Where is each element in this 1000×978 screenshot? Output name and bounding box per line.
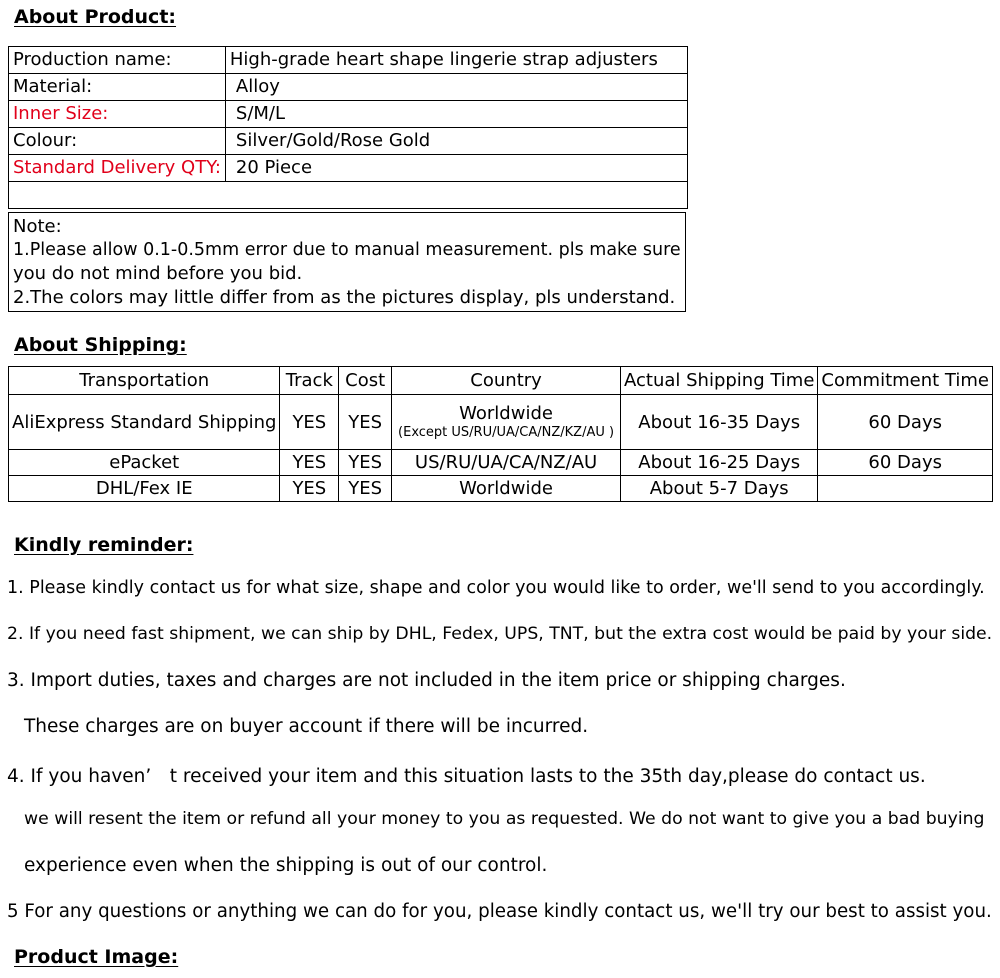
product-image-title: Product Image:	[14, 946, 179, 968]
kindly-reminder-title: Kindly reminder:	[14, 534, 194, 556]
transport-cell: AliExpress Standard Shipping	[9, 395, 280, 450]
row-value: Silver/Gold/Rose Gold	[225, 128, 687, 155]
reminder-line: These charges are on buyer account if there will be incurred.	[24, 716, 589, 737]
reminder-line: 3. Import duties, taxes and charges are not included in the item price or shipping charges.	[7, 670, 846, 691]
table-row	[9, 476, 993, 502]
about-product-title: About Product:	[14, 6, 177, 28]
row-value: S/M/L	[225, 101, 687, 128]
note-line: Note:	[13, 216, 62, 237]
note-line: 2.The colors may little differ from as the pictures display, pls understand.	[13, 286, 676, 308]
table-row	[9, 74, 688, 101]
country-cell: Worldwide	[392, 476, 621, 502]
table-row	[9, 155, 688, 182]
reminder-line: 4. If you haven’ t received your item and this situation lasts to the 35th day,please do contact us.	[7, 766, 926, 787]
cost-cell: YES	[339, 395, 392, 450]
table-row	[9, 128, 688, 155]
country-value: Worldwide	[459, 403, 553, 424]
shipping-table	[8, 366, 993, 502]
reminder-line: we will resent the item or refund all your money to you as requested. We do not want to give you a bad buying	[24, 809, 985, 829]
reminder-line: 2. If you need fast shipment, we can ship by DHL, Fedex, UPS, TNT, but the extra cost would be paid by your side.	[7, 624, 993, 644]
note-line: 1.Please allow 0.1-0.5mm error due to manual measurement. pls make sure	[13, 239, 681, 260]
track-cell: YES	[280, 395, 339, 450]
country-cell: US/RU/UA/CA/NZ/AU	[392, 450, 621, 476]
country-note: (Except US/RU/UA/CA/NZ/KZ/AU )	[398, 425, 615, 440]
time-cell: About 16-25 Days	[621, 450, 818, 476]
commit-cell: 60 Days	[818, 450, 993, 476]
row-value: Alloy	[225, 74, 687, 101]
cost-cell: YES	[339, 450, 392, 476]
row-label: Production name:	[9, 47, 226, 74]
transport-cell: ePacket	[9, 450, 280, 476]
header-cell: Country	[392, 367, 621, 395]
about-shipping-title: About Shipping:	[14, 334, 187, 356]
header-cell: Cost	[339, 367, 392, 395]
commit-cell: 60 Days	[818, 395, 993, 450]
reminder-line: 5 For any questions or anything we can do for you, please kindly contact us, we'll try our best to assist you.	[7, 901, 992, 922]
empty-cell	[9, 182, 688, 209]
reminder-line: experience even when the shipping is out of our control.	[24, 855, 548, 876]
note-box	[8, 212, 686, 312]
row-value: High-grade heart shape lingerie strap adjusters	[225, 47, 687, 74]
table-row	[9, 395, 993, 450]
row-value: 20 Piece	[225, 155, 687, 182]
transport-cell: DHL/Fex IE	[9, 476, 280, 502]
row-label: Material:	[9, 74, 226, 101]
note-line: you do not mind before you bid.	[13, 263, 303, 284]
header-cell: Transportation	[9, 367, 280, 395]
row-label: Colour:	[9, 128, 226, 155]
header-cell: Track	[280, 367, 339, 395]
track-cell: YES	[280, 476, 339, 502]
table-row	[9, 450, 993, 476]
track-cell: YES	[280, 450, 339, 476]
table-row	[9, 101, 688, 128]
table-header-row	[9, 367, 993, 395]
time-cell: About 16-35 Days	[621, 395, 818, 450]
header-cell: Actual Shipping Time	[621, 367, 818, 395]
product-info-table	[8, 46, 688, 209]
commit-cell	[818, 476, 993, 502]
table-row-empty	[9, 182, 688, 209]
table-row	[9, 47, 688, 74]
header-cell: Commitment Time	[818, 367, 993, 395]
row-label: Inner Size:	[9, 101, 226, 128]
reminder-line: 1. Please kindly contact us for what size, shape and color you would like to order, we'll send to you accordingly.	[7, 578, 985, 598]
row-label: Standard Delivery QTY:	[9, 155, 226, 182]
time-cell: About 5-7 Days	[621, 476, 818, 502]
cost-cell: YES	[339, 476, 392, 502]
country-cell	[392, 395, 621, 450]
